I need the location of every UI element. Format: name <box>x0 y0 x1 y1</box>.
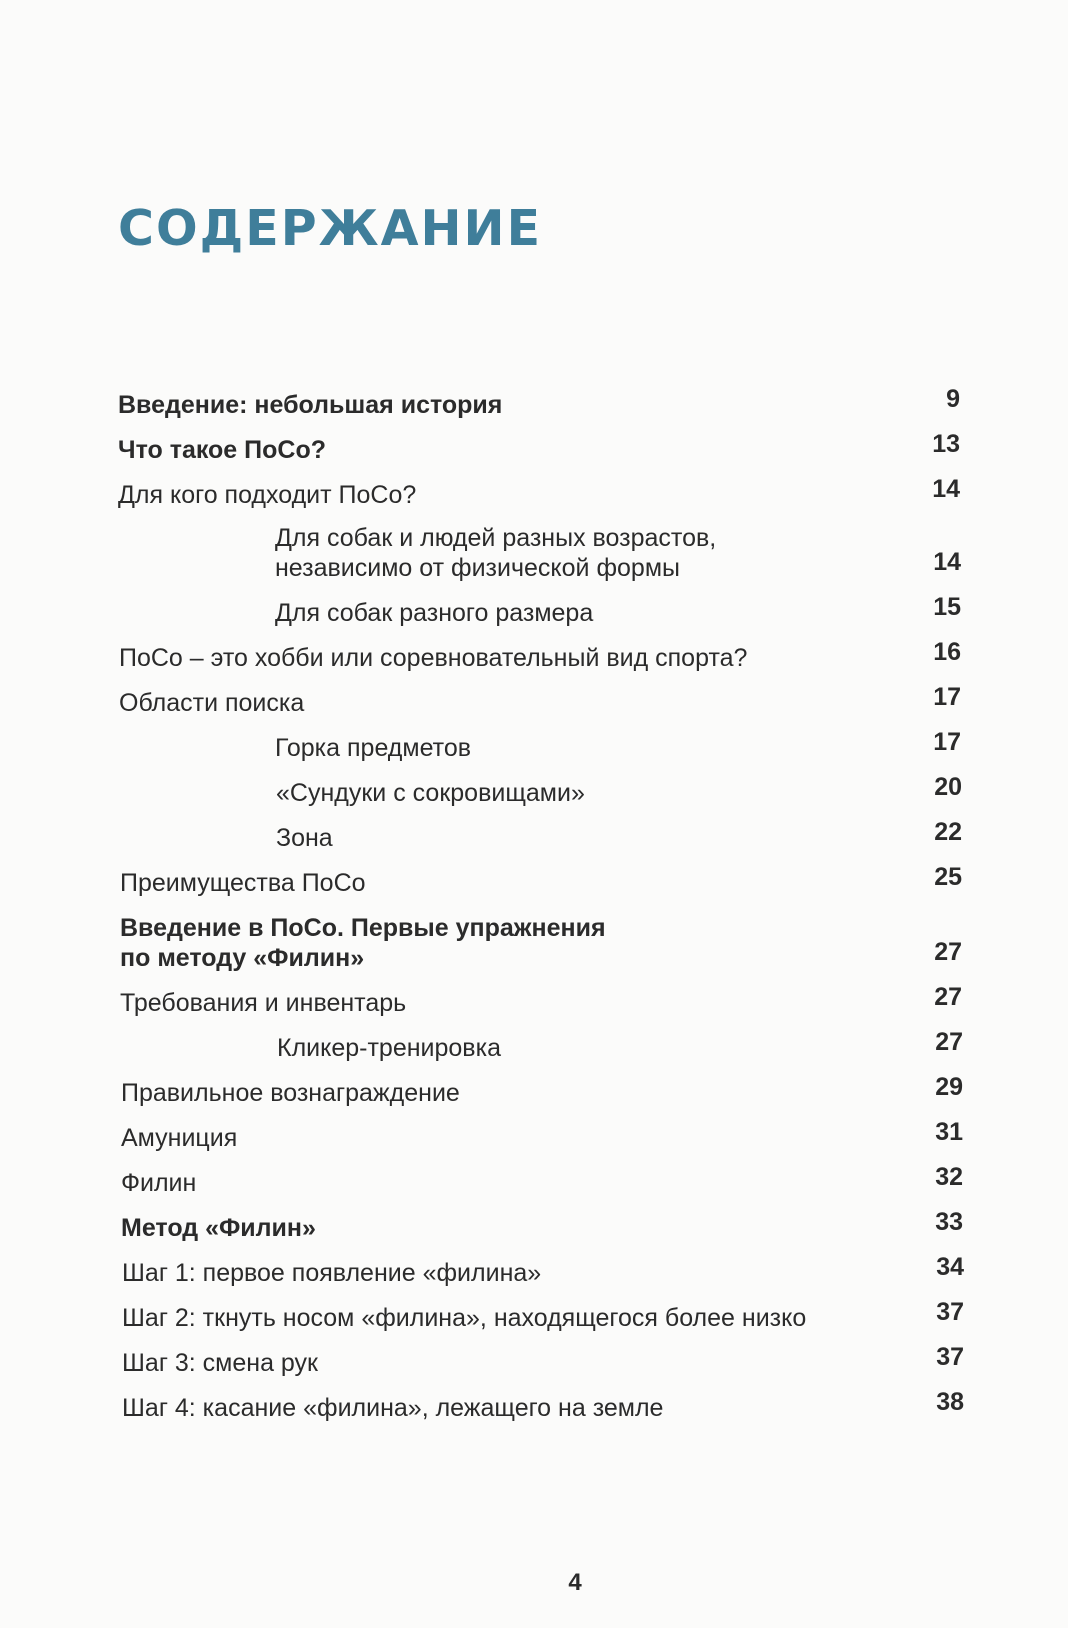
toc-entry-page-number: 29 <box>935 1073 963 1101</box>
toc-entry-page-number: 31 <box>935 1118 963 1146</box>
toc-entry-page-number: 13 <box>932 430 960 458</box>
toc-entry-title: Преимущества ПоСо <box>120 869 366 897</box>
toc-entry-title-continuation: независимо от физической формы <box>275 554 680 582</box>
toc-entry-page-number: 17 <box>933 683 961 711</box>
toc-entry-title: Амуниция <box>121 1124 238 1152</box>
toc-entry-page-number: 17 <box>933 728 961 756</box>
toc-entry-page-number: 14 <box>932 475 960 503</box>
toc-entry-page-number: 33 <box>935 1208 963 1236</box>
page-title: СОДЕРЖАНИЕ <box>118 200 543 257</box>
toc-entry-page-number: 34 <box>936 1253 964 1281</box>
toc-entry-title: Филин <box>121 1169 197 1197</box>
toc-entry-title: Горка предметов <box>275 734 472 762</box>
toc-entry-page-number: 22 <box>934 818 962 846</box>
toc-entry-page-number: 27 <box>935 1028 963 1056</box>
toc-entry-title: Кликер-тренировка <box>277 1034 501 1062</box>
toc-entry-page-number: 14 <box>933 548 961 576</box>
toc-entry-page-number: 25 <box>934 863 962 891</box>
toc-entry-title: «Сундуки с сокровищами» <box>276 779 585 807</box>
toc-entry-page-number: 16 <box>933 638 961 666</box>
toc-entry-page-number: 20 <box>934 773 962 801</box>
toc-entry-title: Шаг 3: смена рук <box>122 1349 318 1377</box>
toc-entry-page-number: 27 <box>934 938 962 966</box>
toc-entry-page-number: 37 <box>936 1298 964 1326</box>
toc-entry-title: Для собак разного размера <box>275 599 594 627</box>
toc-entry-title: Для собак и людей разных возрастов, <box>275 524 717 552</box>
toc-entry-title: Введение: небольшая история <box>118 391 503 419</box>
toc-entry-title: Требования и инвентарь <box>120 989 407 1017</box>
toc-entry-title: Метод «Филин» <box>121 1214 316 1242</box>
toc-entry-title: Зона <box>276 824 333 852</box>
toc-entry-title: Правильное вознаграждение <box>121 1079 460 1107</box>
toc-entry-page-number: 27 <box>934 983 962 1011</box>
toc-entry-page-number: 15 <box>933 593 961 621</box>
toc-entry-title: Для кого подходит ПоСо? <box>118 481 417 509</box>
toc-entry-title: Шаг 4: касание «филина», лежащего на земле <box>122 1394 664 1422</box>
toc-entry-title: Что такое ПоСо? <box>118 436 326 464</box>
toc-entry-page-number: 32 <box>935 1163 963 1191</box>
toc-entry-page-number: 9 <box>946 385 960 413</box>
toc-entry-page-number: 37 <box>936 1343 964 1371</box>
toc-entry-title: Области поиска <box>119 689 305 717</box>
toc-entry-title: ПоСо – это хобби или соревновательный вид спорта? <box>119 644 748 672</box>
page-number: 4 <box>568 1569 582 1596</box>
toc-entry-title: Введение в ПоСо. Первые упражнения <box>120 914 606 942</box>
toc-entry-title: Шаг 1: первое появление «филина» <box>122 1259 542 1287</box>
toc-entry-page-number: 38 <box>936 1388 964 1416</box>
toc-entry-title: Шаг 2: ткнуть носом «филина», находящегося более низко <box>122 1304 807 1332</box>
toc-entry-title-continuation: по методу «Филин» <box>120 944 365 972</box>
